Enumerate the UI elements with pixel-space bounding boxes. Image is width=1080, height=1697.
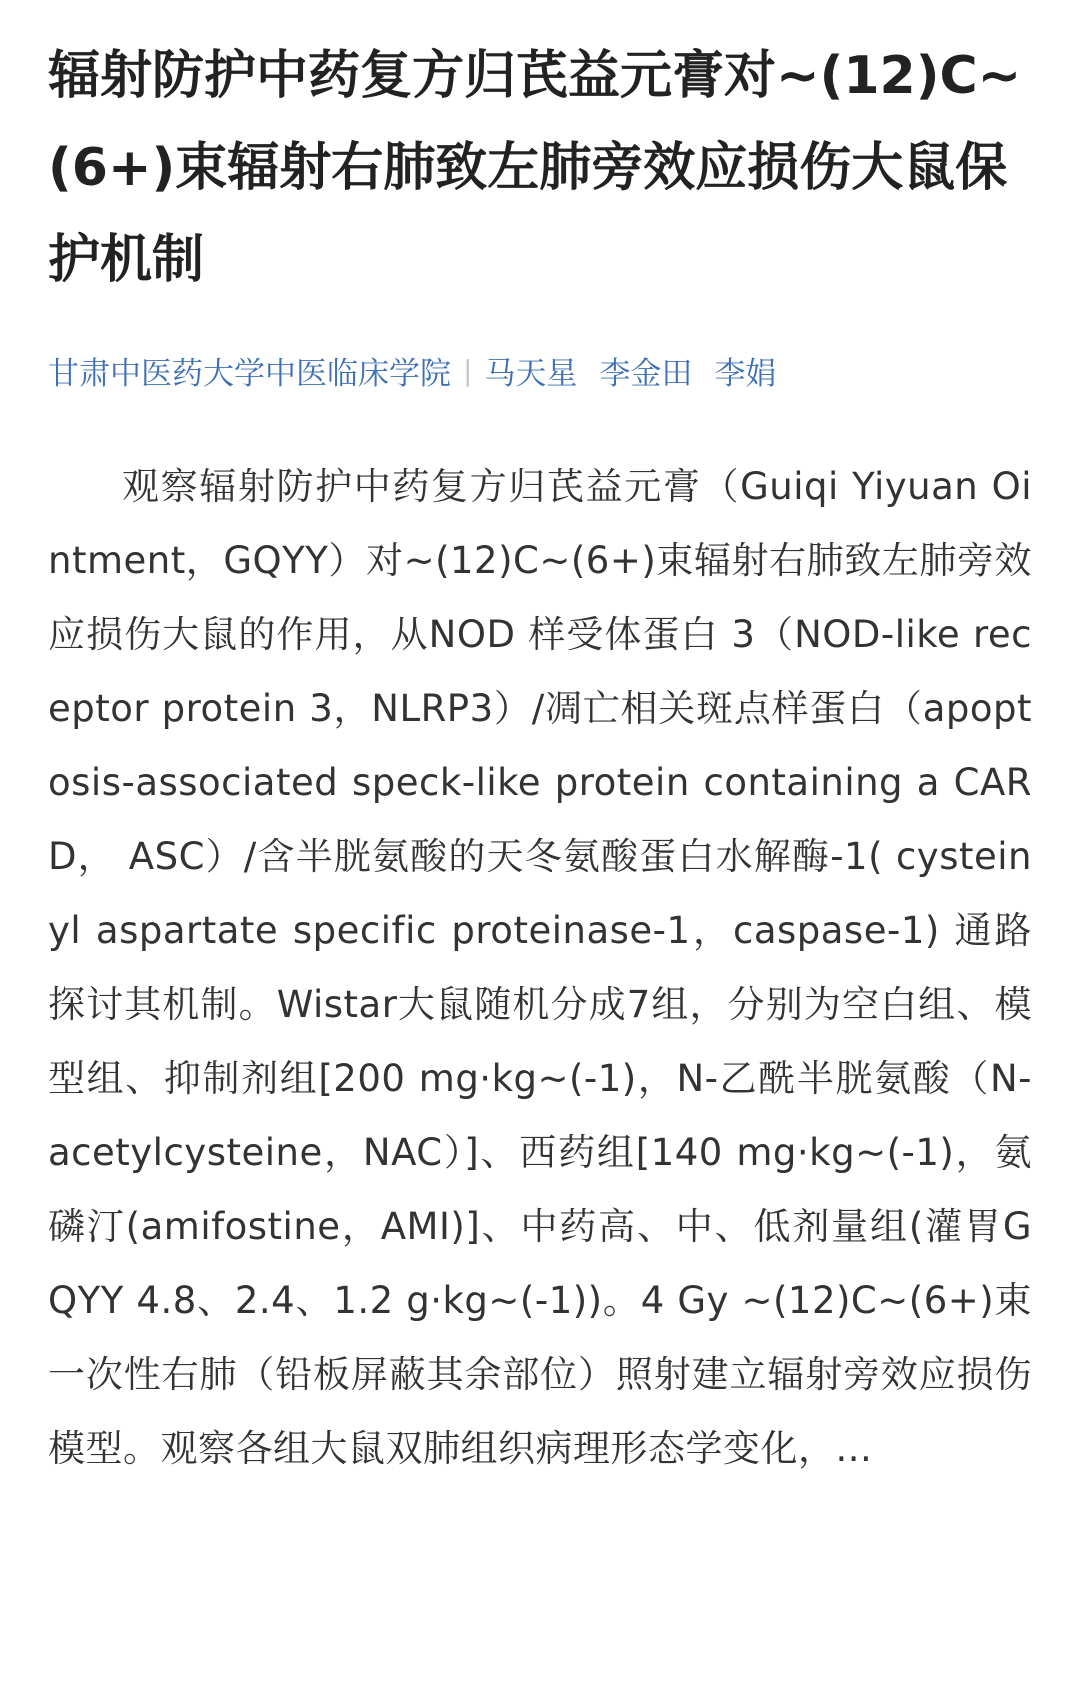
article-title[interactable]: 辐射防护中药复方归芪益元膏对~(12)C~(6+)束辐射右肺致左肺旁效应损伤大鼠保护机制 — [48, 46, 1022, 290]
author-link[interactable]: 李金田 — [599, 355, 693, 392]
article-abstract: 观察辐射防护中药复方归芪益元膏（Guiqi Yiyuan Ointment，GQYY）对~(12)C~(6+)束辐射右肺致左肺旁效应损伤大鼠的作用，从NOD 样受体蛋白 3（NOD-like receptor protein 3，NLRP3）/凋亡相关斑点样蛋白（apoptosis-associated speck-like protein containing a CARD， ASC）/含半胱氨酸的天冬氨酸蛋白水解酶-1( cysteinyl aspartate specific proteinase-1，caspase-1) 通路探讨其机制。Wistar大鼠随机分成7组，分别为空白组、模型组、抑制剂组[200 mg·kg~(-1)，N-乙酰半胱氨酸（N-acetylcysteine，NAC）]、西药组[140 mg·kg~(-1)，氨磷汀(amifostine，AMI)]、中药高、中、低剂量组(灌胃GQYY 4.8、2.4、1.2 g·kg~(-1))。4 Gy ~(12)C~(6+)束一次性右肺（铅板屏蔽其余部位）照射建立辐射旁效应损伤模型。观察各组大鼠双肺组织病理形态学变化，... — [48, 465, 1032, 1470]
article-meta — [48, 342, 1032, 398]
institution-link[interactable]: 甘肃中医药大学中医临床学院 — [48, 355, 451, 392]
author-link[interactable]: 李娟 — [714, 355, 777, 392]
meta-separator: | — [463, 353, 473, 387]
author-link[interactable]: 马天星 — [484, 355, 578, 392]
